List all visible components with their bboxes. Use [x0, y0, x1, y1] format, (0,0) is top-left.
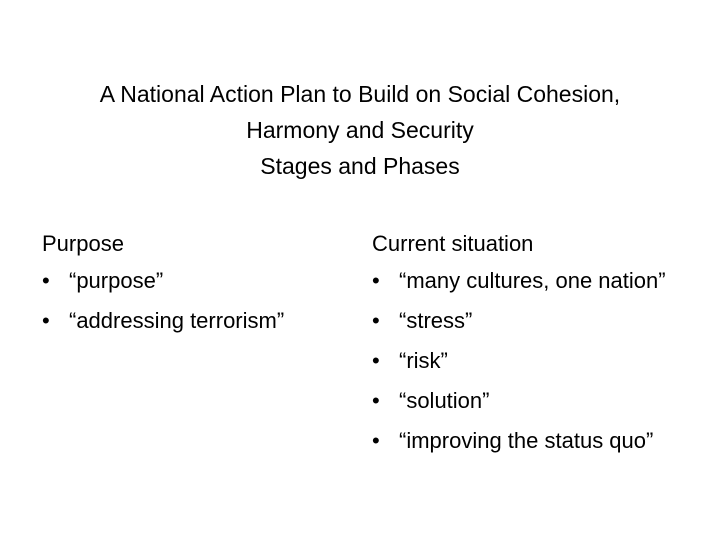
list-item: • “improving the status quo”	[372, 424, 672, 458]
title-line-3: Stages and Phases	[260, 153, 460, 179]
list-item: • “stress”	[372, 304, 672, 338]
title-line-2: Harmony and Security	[246, 117, 474, 143]
list-item: • “solution”	[372, 384, 672, 418]
list-item: • “purpose”	[42, 264, 342, 298]
list-item: • “risk”	[372, 344, 672, 378]
current-situation-list	[372, 264, 672, 458]
title-line-1: A National Action Plan to Build on Social Cohesion,	[99, 81, 621, 107]
purpose-column	[42, 224, 342, 344]
current-situation-heading: Current situation	[372, 231, 534, 256]
list-item: • “addressing terrorism”	[42, 304, 342, 338]
list-item: • “many cultures, one nation”	[372, 264, 672, 298]
current-situation-column	[372, 224, 672, 464]
purpose-list	[42, 264, 342, 338]
slide-title	[36, 76, 684, 184]
purpose-heading: Purpose	[42, 231, 124, 256]
